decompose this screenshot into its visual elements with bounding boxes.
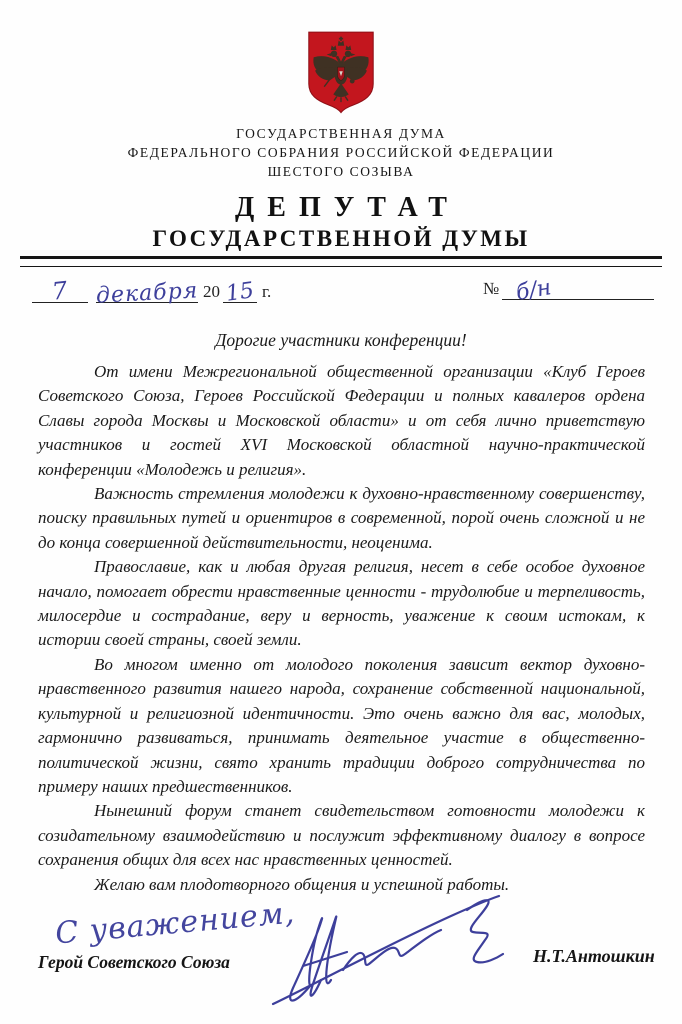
signature-autograph <box>255 888 535 1010</box>
org-line-3: ШЕСТОГО СОЗЫВА <box>267 164 415 179</box>
date-line <box>32 274 274 309</box>
letterhead-divider-rule <box>20 256 662 267</box>
handwritten-month: декабря <box>95 278 199 309</box>
handwritten-number: б/н <box>514 275 554 306</box>
paragraph-6: Желаю вам плодотворного общения и успешной работы. <box>94 874 510 894</box>
russian-coat-of-arms-icon <box>306 28 376 116</box>
year-prefix: 20 <box>203 282 220 301</box>
date-year-blank <box>223 277 257 307</box>
salutation: Дорогие участники конференции! <box>215 330 467 350</box>
paragraph-3: Православие, как и любая другая религия, несет в себе особое духовное начало, помогает обрести нравственные ценности - трудолюбие и терпеливость, милосердие и сострадание, веру и верность, уважение к своим истокам, к истории своей страны, своей земли. <box>38 557 645 650</box>
number-line <box>478 274 654 306</box>
handwritten-year: 15 <box>224 278 256 307</box>
paragraph-2: Важность стремления молодежи к духовно-нравственному совершенству, поиску правильных путей и ориентиров в современной, порой очень сложной и не до конца совершенной действительности, неоценима. <box>38 484 645 552</box>
handwritten-day: 7 <box>50 276 70 306</box>
org-line-1: ГОСУДАРСТВЕННАЯ ДУМА <box>236 126 446 141</box>
number-blank <box>502 274 654 306</box>
date-month-blank <box>95 277 199 309</box>
letter-body <box>38 360 645 897</box>
number-label: № <box>483 279 500 298</box>
paragraph-5: Нынешний форум станет свидетельством готовности молодежи к созидательному взаимодействию и послужит эффективному диалогу в вопросе сохранения общих для всех нас нравственных ценностей. <box>38 801 645 870</box>
signer-name: Н.Т.Антошкин <box>533 946 655 966</box>
letterhead-org-lines <box>0 124 682 181</box>
year-abbr: г. <box>262 282 272 301</box>
handwritten-closing: С уважением, <box>53 895 297 952</box>
org-line-2: ФЕДЕРАЛЬНОГО СОБРАНИЯ РОССИЙСКОЙ ФЕДЕРАЦИИ <box>127 145 555 160</box>
date-day-blank <box>32 274 88 306</box>
deputy-subtitle: ГОСУДАРСТВЕННОЙ ДУМЫ <box>152 226 530 251</box>
signer-title: Герой Советского Союза <box>38 952 230 972</box>
paragraph-1: От имени Межрегиональной общественной организации «Клуб Героев Советского Союза, Героев Российской Федерации и полных кавалеров ордена Славы города Москвы и Московской области» и от себя лично приветствую участников и гостей XVI Московской областной научно-практической конференции «Молодежь и религия». <box>38 362 645 479</box>
paragraph-4: Во многом именно от молодого поколения зависит вектор духовно-нравственного развития нашего народа, сохранение собственной национальной, культурной и религиозной идентичности. Это очень важно для вас, молодых, гармонично развиваться, принимать деятельное участие в общественно-политической жизни, свято хранить традиции доброго сотрудничества по примеру наших предшественников. <box>38 654 645 796</box>
deputy-title: ДЕПУТАТ <box>235 192 460 223</box>
